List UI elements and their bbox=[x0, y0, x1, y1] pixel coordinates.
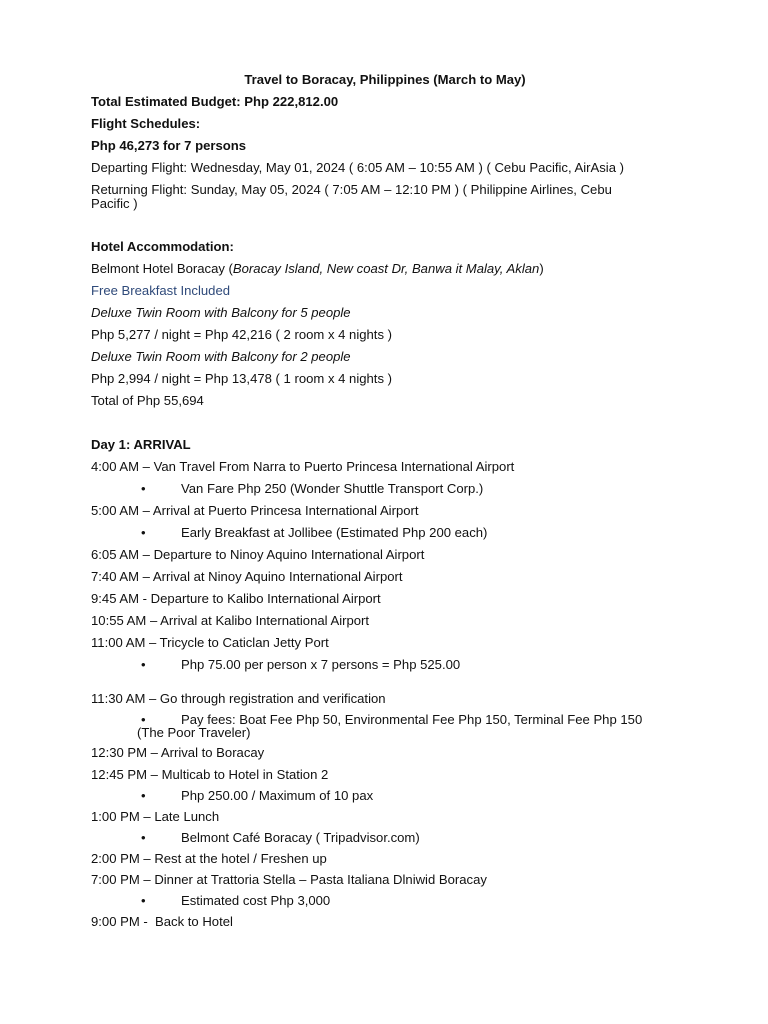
flight-heading: Flight Schedules: bbox=[91, 116, 201, 131]
bullet-icon: • bbox=[141, 830, 146, 845]
bullet-icon: • bbox=[141, 525, 146, 540]
hotel-name-close: ) bbox=[539, 261, 544, 276]
hotel-address: Boracay Island, New coast Dr, Banwa it Malay, Aklan bbox=[232, 261, 540, 276]
bullet-icon: • bbox=[141, 893, 146, 908]
itinerary-item: 7:00 PM – Dinner at Trattoria Stella – Pasta Italiana Dlniwid Boracay bbox=[91, 872, 487, 887]
sub-item-text: Estimated cost Php 3,000 bbox=[181, 893, 331, 908]
sub-item-text: Van Fare Php 250 (Wonder Shuttle Transport Corp.) bbox=[181, 481, 484, 496]
itinerary-item: 5:00 AM – Arrival at Puerto Princesa International Airport bbox=[91, 503, 419, 518]
sub-item-text: Php 75.00 per person x 7 persons = Php 525.00 bbox=[181, 657, 461, 672]
bullet-icon: • bbox=[141, 657, 146, 672]
sub-item-text: Early Breakfast at Jollibee (Estimated Php 200 each) bbox=[181, 525, 488, 540]
sub-item-text: Belmont Café Boracay ( Tripadvisor.com) bbox=[181, 830, 420, 845]
room-type-2: Deluxe Twin Room with Balcony for 2 people bbox=[91, 349, 351, 364]
hotel-heading: Hotel Accommodation: bbox=[91, 239, 234, 254]
itinerary-sub-item bbox=[141, 657, 461, 672]
itinerary-item: 4:00 AM – Van Travel From Narra to Puerto Princesa International Airport bbox=[91, 459, 515, 474]
room-type-1: Deluxe Twin Room with Balcony for 5 people bbox=[91, 305, 351, 320]
bullet-icon: • bbox=[141, 788, 146, 803]
itinerary-item: 9:00 PM - Back to Hotel bbox=[91, 914, 233, 929]
flight-cost: Php 46,273 for 7 persons bbox=[91, 138, 247, 153]
day1-heading: Day 1: ARRIVAL bbox=[91, 437, 191, 452]
itinerary-item: 2:00 PM – Rest at the hotel / Freshen up bbox=[91, 851, 327, 866]
hotel-total: Total of Php 55,694 bbox=[91, 393, 204, 408]
departing-flight: Departing Flight: Wednesday, May 01, 2024 ( 6:05 AM – 10:55 AM ) ( Cebu Pacific, AirAsia ) bbox=[91, 160, 624, 175]
itinerary-item: 11:30 AM – Go through registration and verification bbox=[91, 691, 386, 706]
itinerary-sub-item bbox=[141, 481, 484, 496]
itinerary-item: 12:30 PM – Arrival to Boracay bbox=[91, 745, 265, 760]
sub-item-continuation: (The Poor Traveler) bbox=[137, 725, 251, 740]
itinerary-item: 7:40 AM – Arrival at Ninoy Aquino International Airport bbox=[91, 569, 403, 584]
itinerary-sub-item bbox=[141, 893, 331, 908]
sub-item-text: Pay fees: Boat Fee Php 50, Environmental Fee Php 150, Terminal Fee Php 150 bbox=[181, 712, 643, 727]
returning-flight-line1: Returning Flight: Sunday, May 05, 2024 ( 7:05 AM – 12:10 PM ) ( Philippine Airlines, Cebu bbox=[91, 182, 612, 197]
itinerary-sub-item bbox=[141, 830, 420, 845]
itinerary-item: 11:00 AM – Tricycle to Caticlan Jetty Port bbox=[91, 635, 329, 650]
returning-flight-line2: Pacific ) bbox=[91, 196, 138, 211]
itinerary-sub-item bbox=[141, 788, 374, 803]
free-breakfast-note: Free Breakfast Included bbox=[91, 283, 231, 298]
hotel-name-text: Belmont Hotel Boracay ( bbox=[91, 261, 233, 276]
itinerary-item: 9:45 AM - Departure to Kalibo International Airport bbox=[91, 591, 381, 606]
document-title: Travel to Boracay, Philippines (March to May) bbox=[244, 72, 526, 87]
itinerary-item: 10:55 AM – Arrival at Kalibo International Airport bbox=[91, 613, 370, 628]
total-budget: Total Estimated Budget: Php 222,812.00 bbox=[91, 94, 339, 109]
sub-item-text: Php 250.00 / Maximum of 10 pax bbox=[181, 788, 374, 803]
itinerary-item: 6:05 AM – Departure to Ninoy Aquino International Airport bbox=[91, 547, 425, 562]
itinerary-item: 12:45 PM – Multicab to Hotel in Station 2 bbox=[91, 767, 329, 782]
hotel-name bbox=[91, 261, 544, 276]
itinerary-item: 1:00 PM – Late Lunch bbox=[91, 809, 220, 824]
itinerary-sub-item bbox=[141, 525, 488, 540]
bullet-icon: • bbox=[141, 481, 146, 496]
bullet-icon: • bbox=[141, 712, 146, 727]
room-price-1: Php 5,277 / night = Php 42,216 ( 2 room x 4 nights ) bbox=[91, 327, 392, 342]
room-price-2: Php 2,994 / night = Php 13,478 ( 1 room x 4 nights ) bbox=[91, 371, 392, 386]
